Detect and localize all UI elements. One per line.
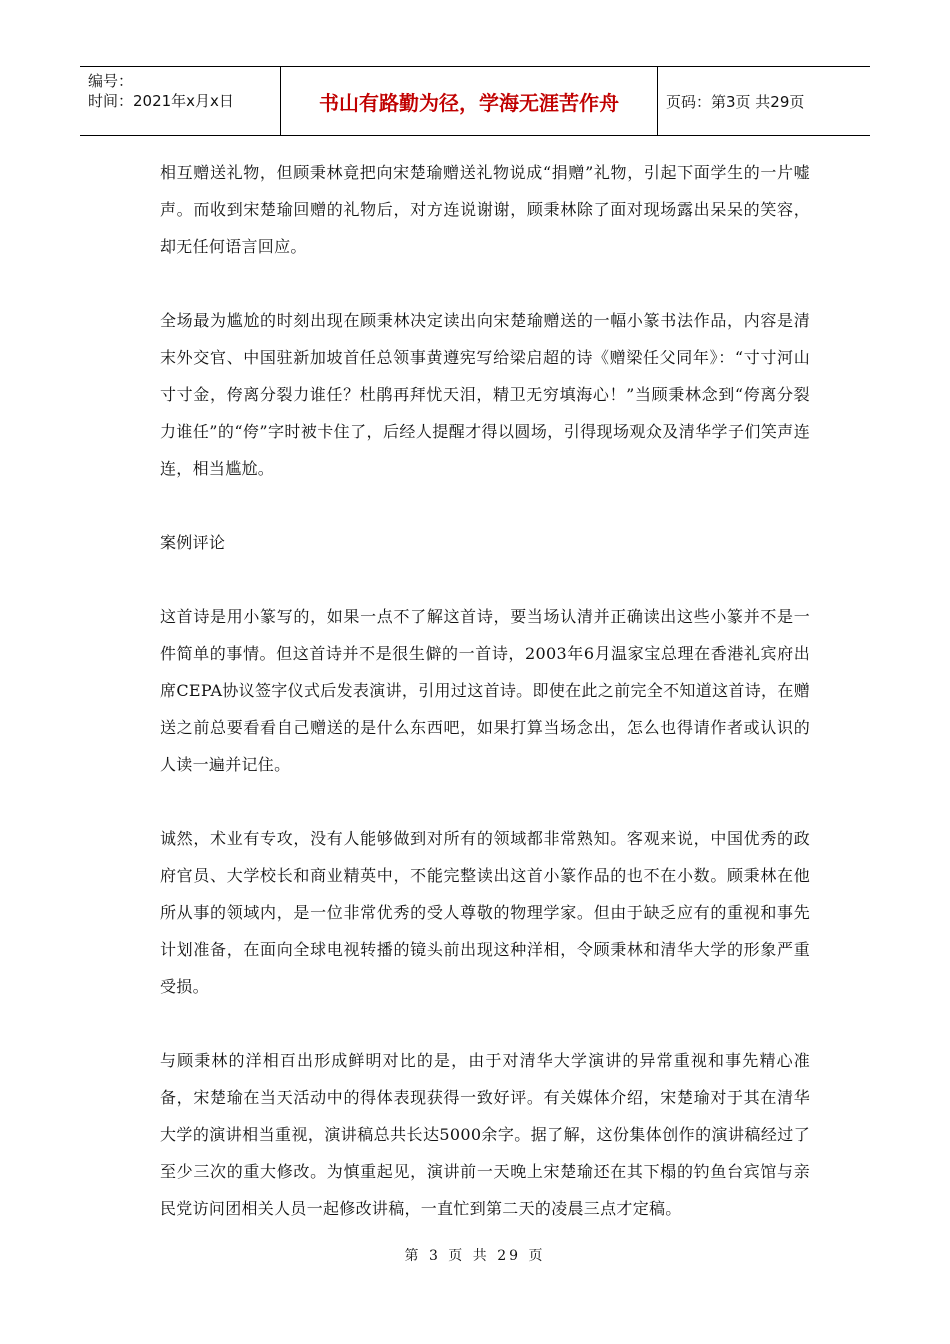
header-page-info: 页码：第3页 共29页 (666, 92, 805, 111)
page-footer: 第 3 页 共 29 页 (404, 1248, 546, 1264)
number-label: 编号： (88, 72, 134, 90)
paragraph-1: 相互赠送礼物，但顾秉林竟把向宋楚瑜赠送礼物说成“捐赠”礼物，引起下面学生的一片嘘声。而收到宋楚瑜回赠的礼物后，对方连说谢谢，顾秉林除了面对现场露出呆呆的笑容，却无任何语言回应。 (160, 163, 810, 256)
document-header (80, 66, 870, 136)
paragraph-3: 这首诗是用小篆写的，如果一点不了解这首诗，要当场认清并正确读出这些小篆并不是一件简单的事情。但这首诗并不是很生僻的一首诗，2003年6月温家宝总理在香港礼宾府出席CEPA协议签字仪式后发表演讲，引用过这首诗。即使在此之前完全不知道这首诗，在赠送之前总要看看自己赠送的是什么东西吧，如果打算当场念出，怎么也得请作者或认识的人读一遍并记住。 (160, 607, 810, 774)
header-meta (80, 67, 281, 135)
section-heading: 案例评论 (160, 533, 226, 552)
paragraph-4: 诚然，术业有专攻，没有人能够做到对所有的领域都非常熟知。客观来说，中国优秀的政府官员、大学校长和商业精英中，不能完整读出这首小篆作品的也不在小数。顾秉林在他所从事的领域内，是一位非常优秀的受人尊敬的物理学家。但由于缺乏应有的重视和事先计划准备，在面向全球电视转播的镜头前出现这种洋相，令顾秉林和清华大学的形象严重受损。 (160, 829, 810, 996)
time-label: 时间：2021年x月x日 (88, 92, 234, 110)
paragraph-2: 全场最为尴尬的时刻出现在顾秉林决定读出向宋楚瑜赠送的一幅小篆书法作品，内容是清末外交官、中国驻新加坡首任总领事黄遵宪写给梁启超的诗《赠梁任父同年》：“寸寸河山寸寸金，侉离分裂力谁任？杜鹃再拜忧天泪，精卫无穷填海心！”当顾秉林念到“侉离分裂力谁任”的“侉”字时被卡住了，后经人提醒才得以圆场，引得现场观众及清华学子们笑声连连，相当尴尬。 (160, 311, 810, 478)
header-motto: 书山有路勤为径，学海无涯苦作舟 (281, 67, 658, 135)
document-body (160, 154, 810, 1264)
paragraph-5: 与顾秉林的洋相百出形成鲜明对比的是，由于对清华大学演讲的异常重视和事先精心准备，宋楚瑜在当天活动中的得体表现获得一致好评。有关媒体介绍，宋楚瑜对于其在清华大学的演讲相当重视，演讲稿总共长达5000余字。据了解，这份集体创作的演讲稿经过了至少三次的重大修改。为慎重起见，演讲前一天晚上宋楚瑜还在其下榻的钓鱼台宾馆与亲民党访问团相关人员一起修改讲稿，一直忙到第二天的凌晨三点才定稿。 (160, 1051, 810, 1218)
